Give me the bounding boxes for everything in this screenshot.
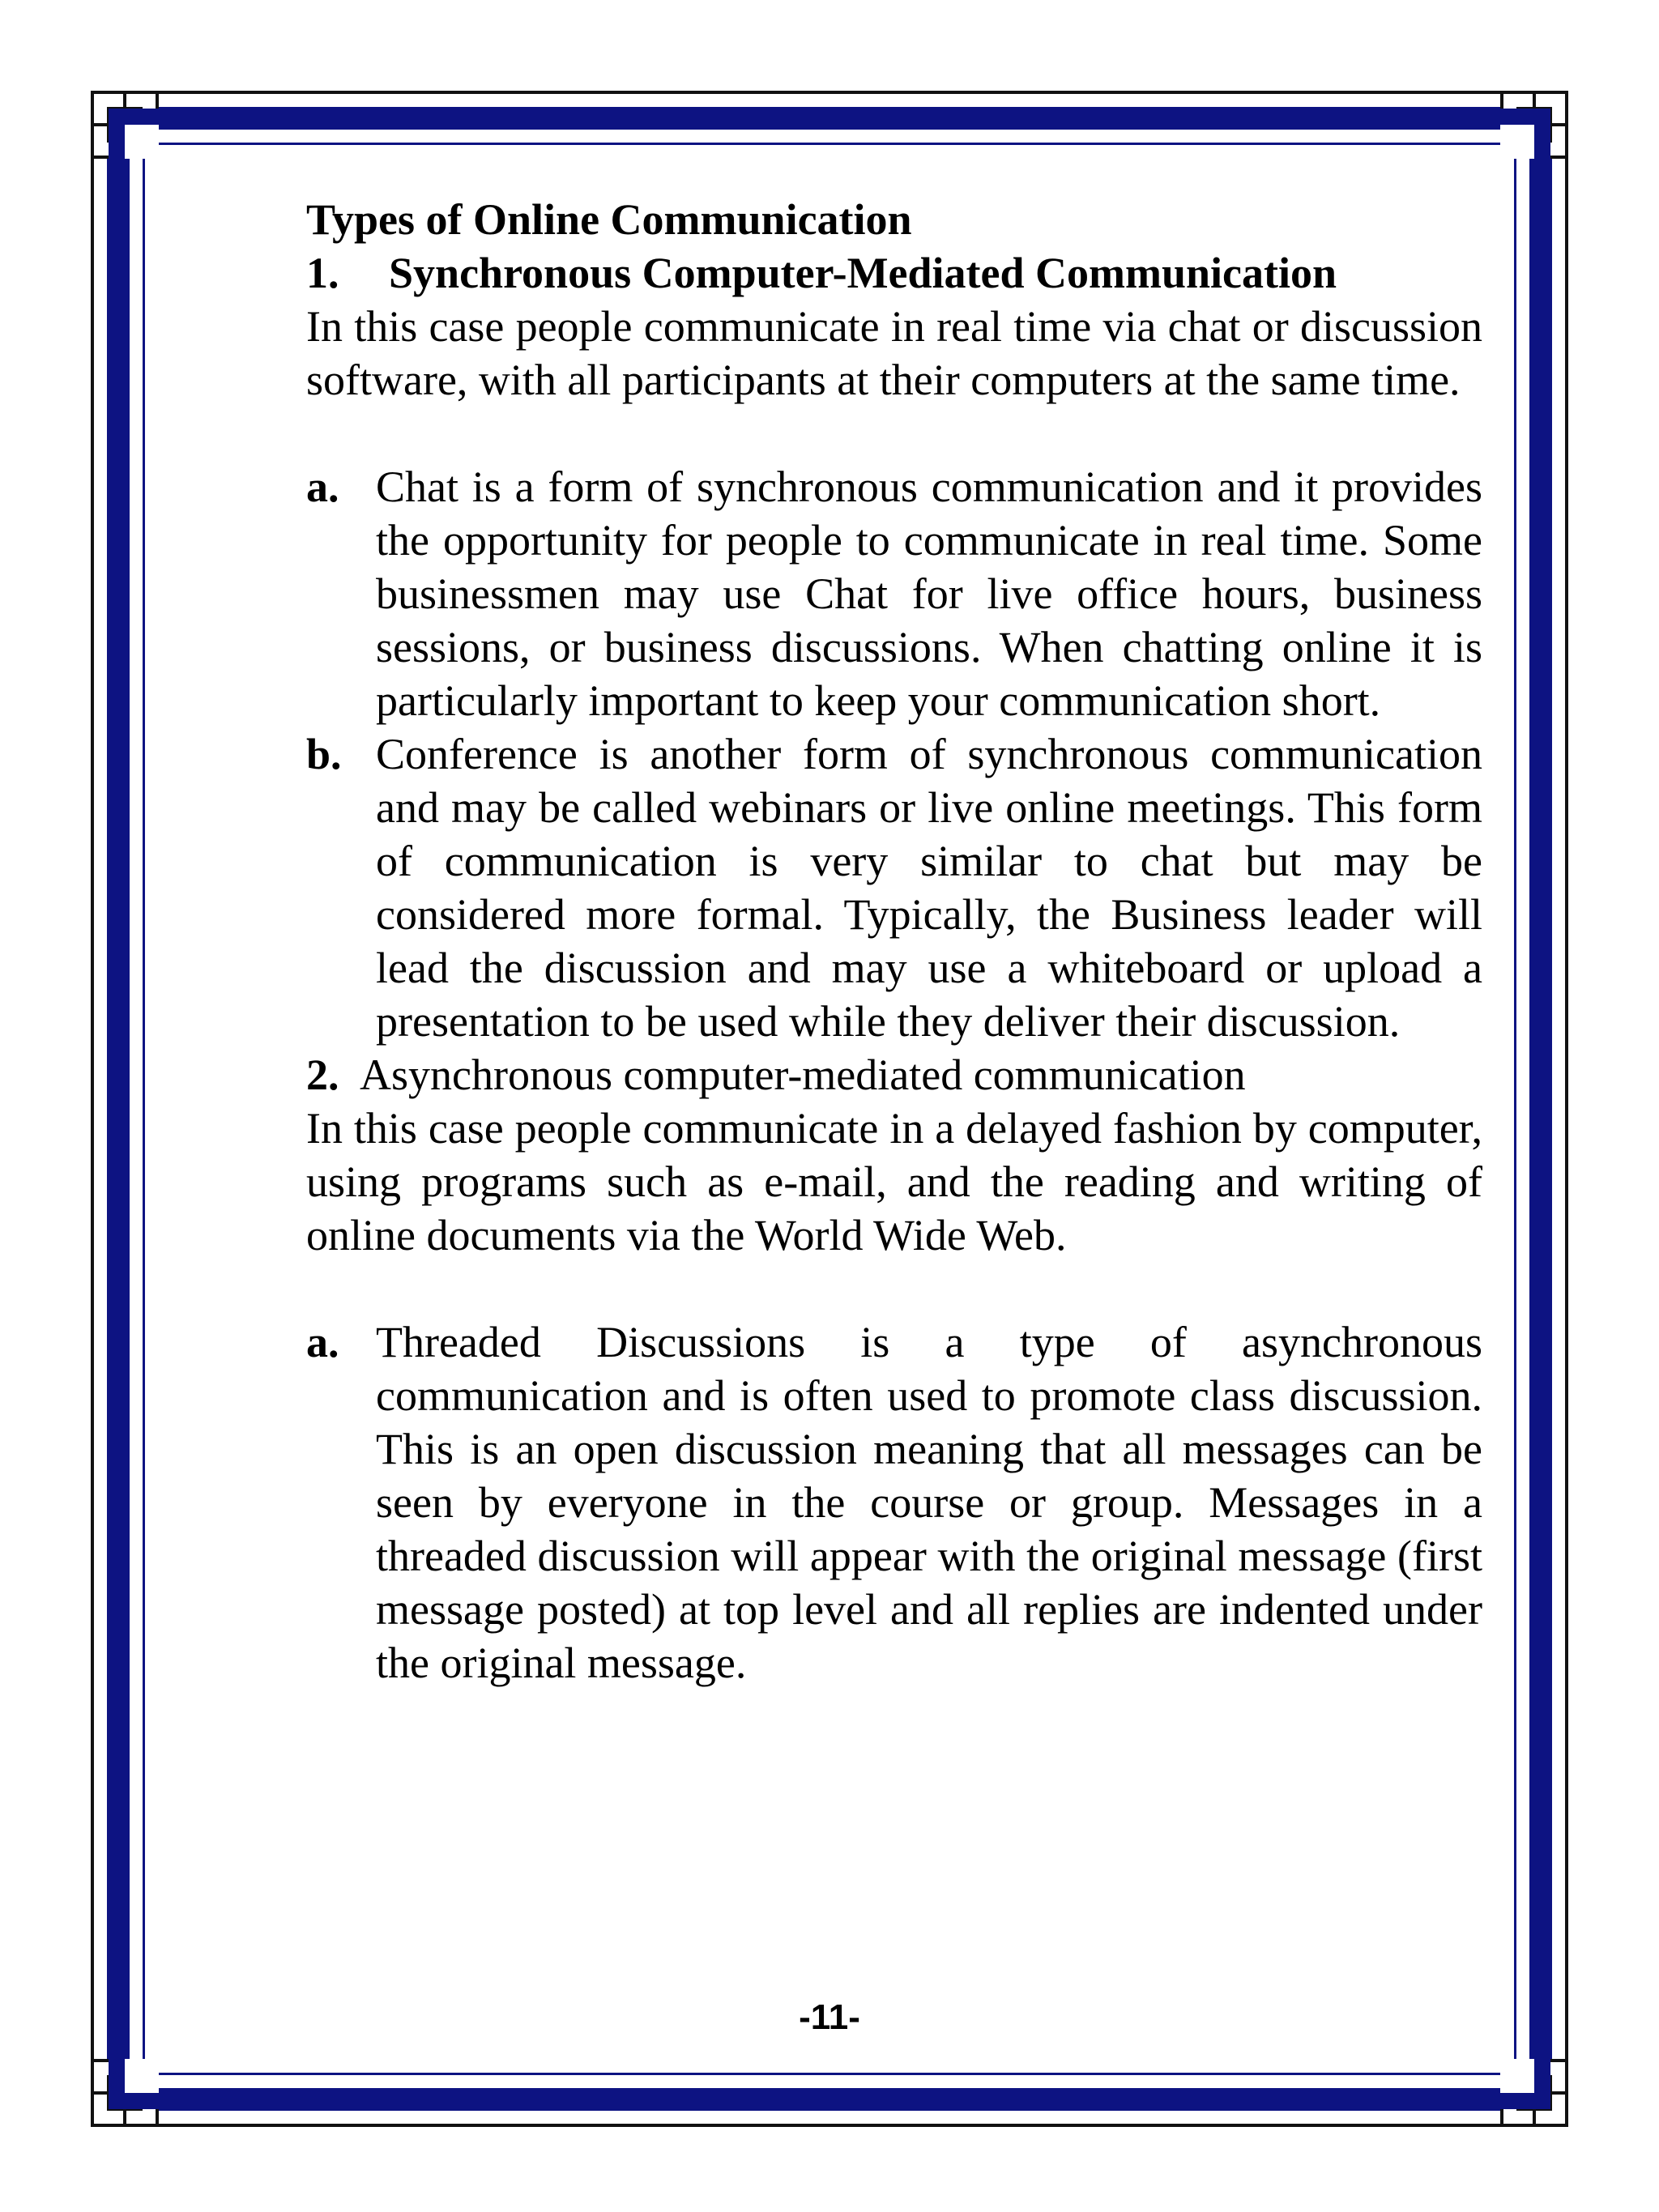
page-content bbox=[306, 193, 1482, 1690]
list-marker: b. bbox=[306, 730, 342, 778]
section-2-intro: In this case people communicate in a delayed fashion by computer, using programs such as e-mail, and the reading and writing of online documents via the World Wide Web. bbox=[306, 1104, 1482, 1259]
section-1-intro: In this case people communicate in real time via chat or discussion software, with all participants at their computers at the same time. bbox=[306, 302, 1482, 404]
section-1-number: 1. bbox=[306, 249, 339, 297]
section-2-heading bbox=[306, 1048, 1482, 1102]
section-1-heading bbox=[306, 246, 1482, 300]
section-1-title: Synchronous Computer-Mediated Communication bbox=[389, 249, 1337, 297]
list-marker: a. bbox=[306, 462, 339, 511]
list-item bbox=[306, 727, 1482, 1048]
page-title: Types of Online Communication bbox=[306, 195, 912, 244]
section-2-title: Asynchronous computer-mediated communication bbox=[360, 1051, 1246, 1099]
list-marker: a. bbox=[306, 1318, 339, 1366]
list-item bbox=[306, 460, 1482, 727]
list-item-text: Threaded Discussions is a type of asynchronous communication and is often used to promote class discussion. This is an open discussion meaning that all messages can be seen by everyone in the course or group. Messages in a threaded discussion will appear with the original message (first message posted) at top level and all replies are indented under the original message. bbox=[376, 1318, 1482, 1687]
list-item bbox=[306, 1315, 1482, 1690]
spacer bbox=[306, 1262, 1482, 1315]
corner-ornament-bottom-right bbox=[1500, 2059, 1568, 2127]
corner-ornament-bottom-left bbox=[91, 2059, 159, 2127]
spacer bbox=[306, 407, 1482, 460]
list-item-text: Chat is a form of synchronous communication and it provides the opportunity for people to communicate in real time. Some businessmen may use Chat for live office hours, business sessions, or business discussions. When chatting online it is particularly important to keep your communication short. bbox=[376, 462, 1482, 725]
section-2-number: 2. bbox=[306, 1051, 339, 1099]
page-number: -11- bbox=[799, 1997, 860, 2037]
list-item-text: Conference is another form of synchronous communication and may be called webinars or live online meetings. This form of communication is very similar to chat but may be considered more formal. Typically, the Business leader will lead the discussion and may use a whiteboard or upload a presentation to be used while they deliver their discussion. bbox=[376, 730, 1482, 1046]
corner-ornament-top-left bbox=[91, 91, 159, 159]
corner-ornament-top-right bbox=[1500, 91, 1568, 159]
